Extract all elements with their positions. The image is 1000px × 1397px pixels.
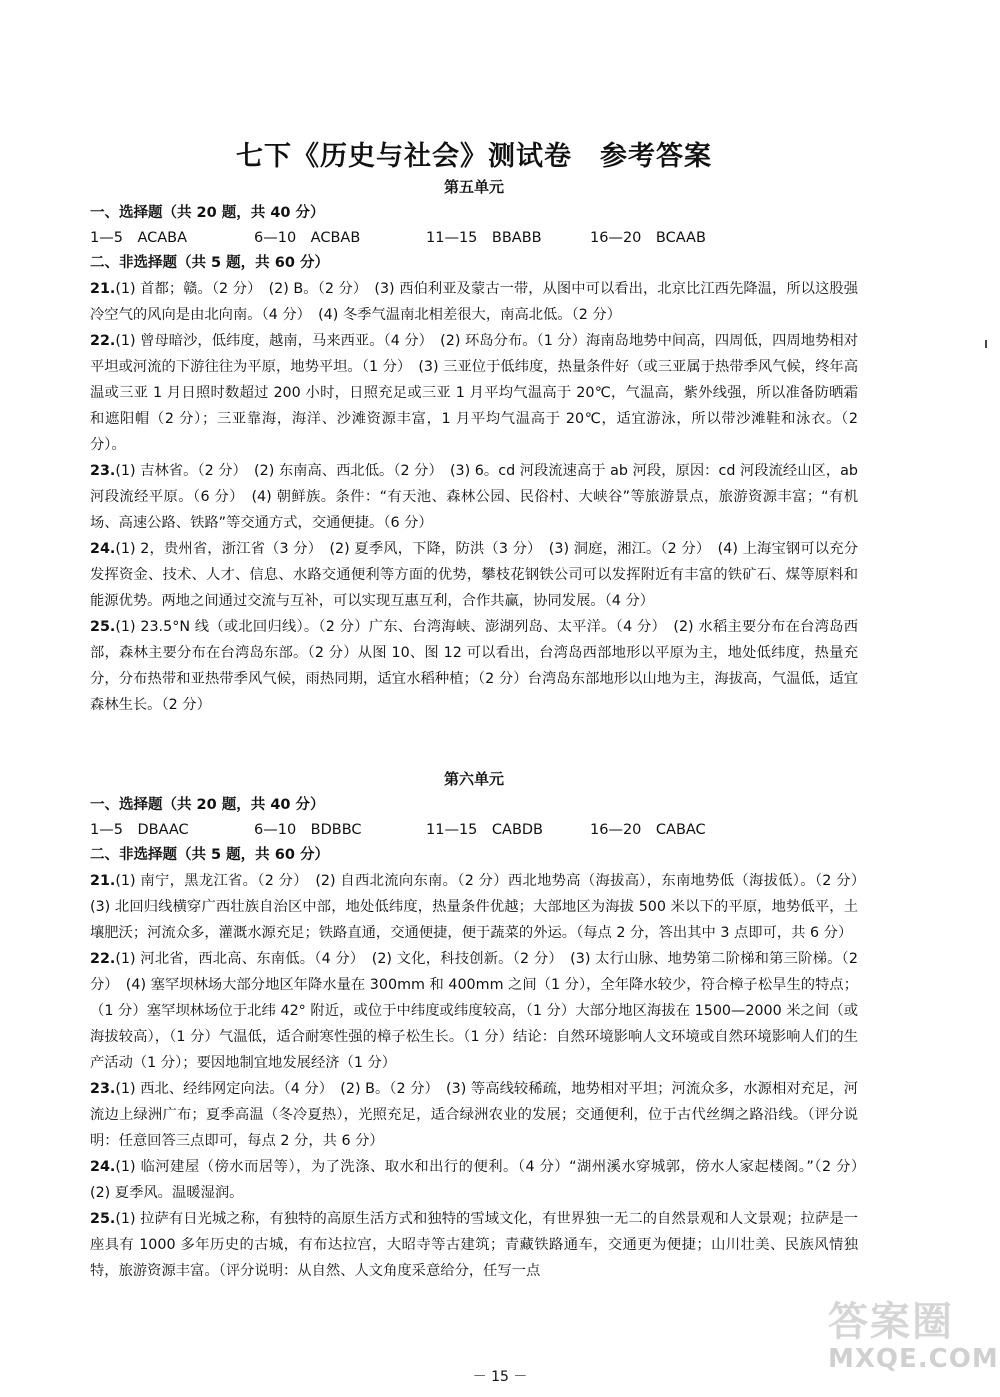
- answer-text: (1) 南宁，黑龙江省。（2 分） (2) 自西北流向东南。（2 分）西北地势高（海拔高），东南地势低（海拔低）。（2 分） (3) 北回归线横穿广西壮族自治区中部，地处低纬度，热量条件优越；大部地区为海拔 500 米以下的平原，地势低平，土壤肥沃；河流众多，灌溉水源充足；铁路直通，交通便捷，便于蔬菜的外运。（每点 2 分，答出其中 3 点即可，共 6 分）: [90, 873, 873, 941]
- answer-item: [90, 328, 858, 458]
- unit-five-mc-answers: [90, 226, 858, 251]
- mc-group: 1—5 DBAAC: [90, 822, 189, 838]
- question-number: 23.: [90, 1081, 116, 1097]
- answer-text: (1) 拉萨有日光城之称，有独特的高原生活方式和独特的雪域文化，有世界独一无二的自然景观和人文景观；拉萨是一座具有 1000 多年历史的古城，有布达拉宫，大昭寺等古建筑；青藏铁路通车，交通更为便捷；山川壮美、民族风情独特，旅游资源丰富。（评分说明：从自然、人文角度采意给分，任写一点: [90, 1211, 858, 1279]
- question-number: 25.: [90, 619, 116, 635]
- page-title: 七下《历史与社会》测试卷 参考答案: [236, 141, 712, 172]
- site-watermark: [828, 1298, 999, 1392]
- unit-five-section: [90, 176, 858, 718]
- unit-six-mc-answers: [90, 818, 858, 843]
- answer-item: [90, 1206, 858, 1284]
- unit-six-mc-heading: 一、选择题（共 20 题，共 40 分）: [90, 797, 325, 813]
- answer-text: (1) 临河建屋（傍水而居等），为了洗涤、取水和出行的便利。（4 分）“湖州溪水穿城郭，傍水人家起楼阁。”（2 分） (2) 夏季风。温暖湿润。: [90, 1159, 873, 1201]
- question-number: 21.: [90, 873, 116, 889]
- answer-item: [90, 614, 858, 718]
- unit-six-section: [90, 768, 873, 1284]
- unit-six-heading: 第六单元: [443, 770, 504, 788]
- question-number: 21.: [90, 281, 116, 297]
- mc-group: 6—10 BDBBC: [254, 822, 362, 838]
- margin-mark: [985, 340, 987, 348]
- question-number: 22.: [90, 333, 116, 349]
- unit-five-open-heading: 二、非选择题（共 5 题，共 60 分）: [90, 255, 329, 271]
- unit-five-heading: 第五单元: [443, 178, 504, 196]
- answer-text: (1) 曾母暗沙，低纬度，越南，马来西亚。（4 分） (2) 环岛分布。（1 分）海南岛地势中间高，四周低，四周地势相对平坦或河流的下游往往为平原，地势平坦。（1 分） (3) 三亚位于低纬度，热量条件好（或三亚属于热带季风气候，终年高温或三亚 1 月日照时数超过 200 小时，日照充足或三亚 1 月平均气温高于 20℃，气温高，紫外线强，所以准备防晒霜和遮阳帽（2 分）；三亚靠海，海洋、沙滩资源丰富，1 月平均气温高于 20℃，适宜游泳，所以带沙滩鞋和泳衣。（2 分）。: [90, 333, 858, 453]
- answer-item: [90, 868, 873, 946]
- answer-text: (1) 吉林省。（2 分） (2) 东南高、西北低。（2 分） (3) 6。cd 河段流速高于 ab 河段，原因：cd 河段流经山区，ab 河段流经平原。（6 分） (4) 朝鲜族。条件：“有天池、森林公园、民俗村、大峡谷”等旅游景点，旅游资源丰富；“有机场、高速公路、铁路”等交通方式，交通便捷。（6 分）: [90, 463, 858, 531]
- answer-text: (1) 23.5°N 线（或北回归线）。（2 分）广东、台湾海峡、澎湖列岛、太平洋。（4 分） (2) 水稻主要分布在台湾岛西部，森林主要分布在台湾岛东部。（2 分）从图 10、图 12 可以看出，台湾岛西部地形以平原为主，地处低纬度，热量充分，分布热带和亚热带季风气候，雨热同期，适宜水稻种植；（2 分）台湾岛东部地形以山地为主，海拔高，气温低，适宜森林生长。（2 分）: [90, 619, 858, 713]
- answer-item: [90, 458, 858, 536]
- question-number: 24.: [90, 1159, 116, 1175]
- page-number: － 15 －: [472, 1369, 528, 1385]
- unit-five-mc-heading: 一、选择题（共 20 题，共 40 分）: [90, 205, 325, 221]
- mc-group: 11—15 BBABB: [426, 230, 542, 246]
- answer-item: [90, 276, 858, 328]
- unit-six-open-heading: 二、非选择题（共 5 题，共 60 分）: [90, 847, 329, 863]
- answer-text: (1) 2，贵州省，浙江省（3 分） (2) 夏季风，下降，防洪（3 分） (3) 洞庭，湘江。（2 分） (4) 上海宝钢可以充分发挥资金、技术、人才、信息、水路交通便利等方面的优势，攀枝花钢铁公司可以发挥附近有丰富的铁矿石、煤等原料和能源优势。两地之间通过交流与互补，可以实现互惠互利，合作共赢，协同发展。（4 分）: [90, 541, 858, 609]
- mc-group: 1—5 ACABA: [90, 230, 188, 246]
- watermark-url: MXQE.COM: [828, 1344, 999, 1374]
- answer-item: [90, 536, 858, 614]
- mc-group: 11—15 CABDB: [426, 822, 544, 838]
- answer-item: [90, 1154, 873, 1206]
- answer-item: [90, 946, 858, 1076]
- question-number: 25.: [90, 1211, 116, 1227]
- question-number: 22.: [90, 951, 116, 967]
- mc-group: 16—20 CABAC: [590, 822, 706, 838]
- question-number: 23.: [90, 463, 116, 479]
- answer-text: (1) 首都；赣。（2 分） (2) B。（2 分） (3) 西伯利亚及蒙古一带，从图中可以看出，北京比江西先降温，所以这股强冷空气的风向是由北向南。（4 分） (4) 冬季气温南北相差很大，南高北低。（2 分）: [90, 281, 858, 323]
- answer-text: (1) 西北、经纬网定向法。（4 分） (2) B。（2 分） (3) 等高线较稀疏，地势相对平坦；河流众多，水源相对充足，河流边上绿洲广布；夏季高温（冬冷夏热），光照充足，适合绿洲农业的发展；交通便利，位于古代丝绸之路沿线。（评分说明：任意回答三点即可，每点 2 分，共 6 分）: [90, 1081, 858, 1149]
- answer-item: [90, 1076, 858, 1154]
- question-number: 24.: [90, 541, 116, 557]
- mc-group: 16—20 BCAAB: [590, 230, 706, 246]
- watermark-logo-text: 答案圈: [828, 1298, 954, 1345]
- mc-group: 6—10 ACBAB: [254, 230, 361, 246]
- answer-text: (1) 河北省，西北高、东南低。（4 分） (2) 文化，科技创新。（2 分） (3) 太行山脉、地势第二阶梯和第三阶梯。（2 分） (4) 塞罕坝林场大部分地区年降水量在 300mm 和 400mm 之间（1 分），全年降水较少，符合樟子松旱生的特点；（1 分）塞罕坝林场位于北纬 42° 附近，或位于中纬度或纬度较高，（1 分）大部分地区海拔在 1500—2000 米之间（或海拔较高），（1 分）气温低，适合耐寒性强的樟子松生长。（1 分）结论：自然环境影响人文环境或自然环境影响人们的生产活动（1 分）；要因地制宜地发展经济（1 分）: [90, 951, 858, 1071]
